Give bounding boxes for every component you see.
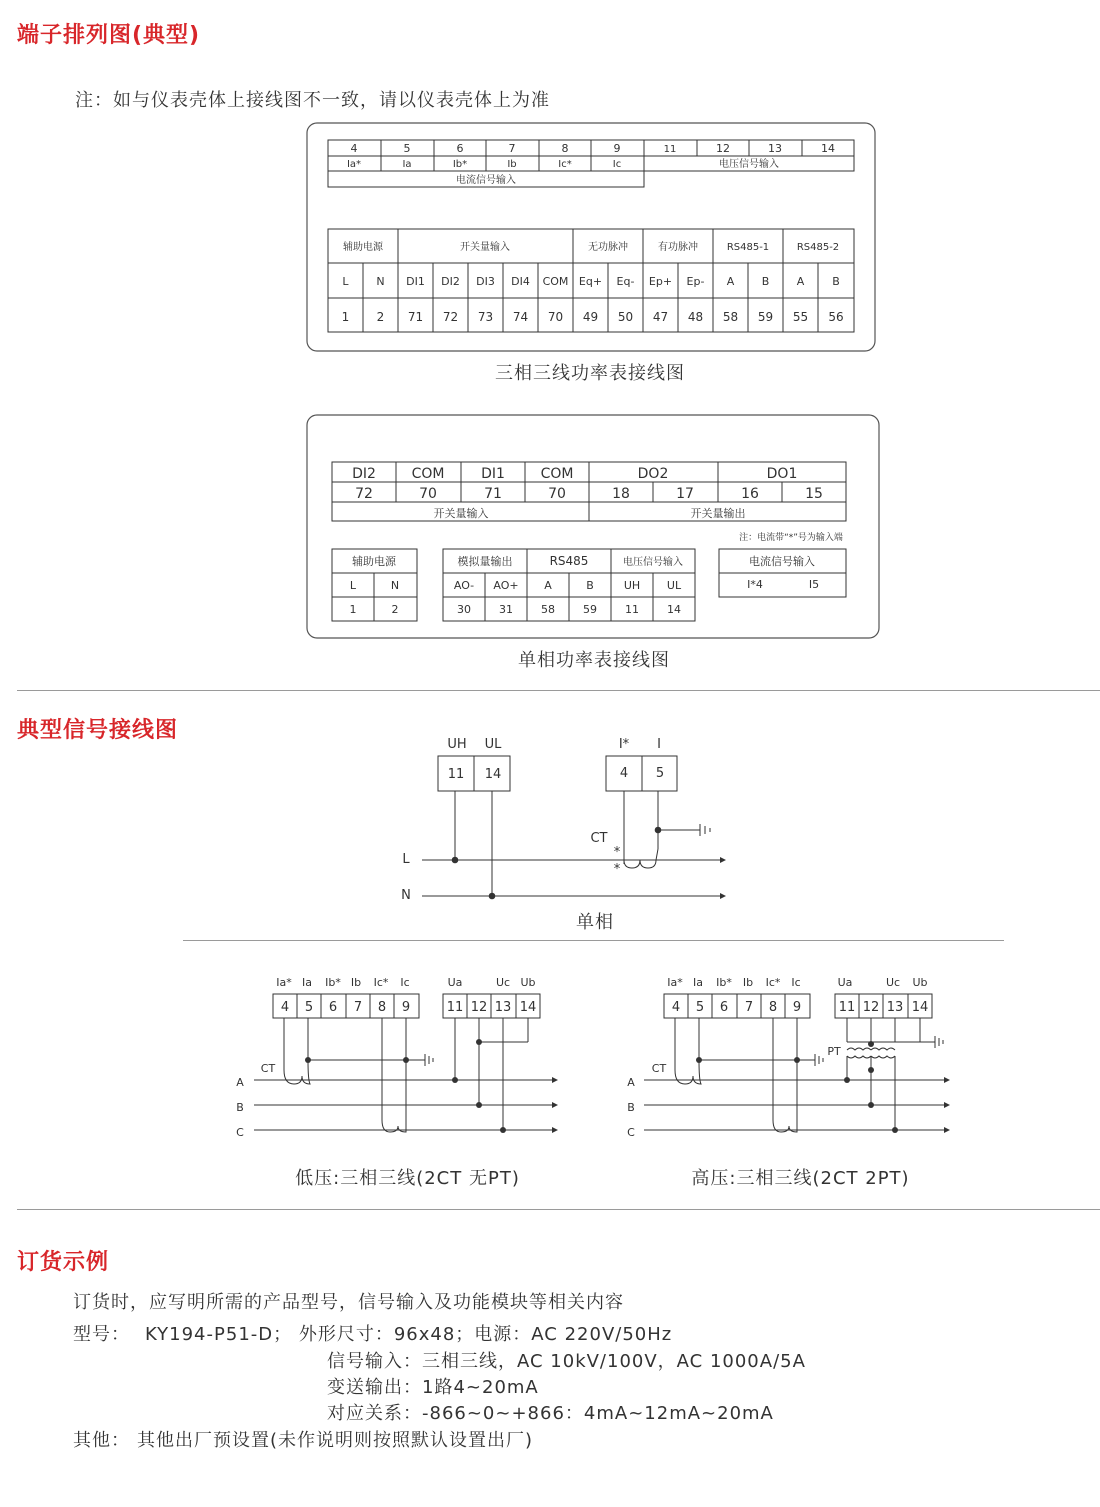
sw-label-i-star: I* [618, 737, 630, 752]
tp-group-switch-in: 开关量输入 [460, 242, 510, 253]
tp-num-9: 9 [613, 142, 621, 155]
tp-signal-cell: B [832, 275, 840, 288]
hv-label-uc: Uc [885, 976, 901, 989]
order-model-line: KY194-P51-D； 外形尺寸：96x48；电源：AC 220V/50Hz [145, 1324, 673, 1345]
tp-terminal-cell: 50 [617, 310, 634, 324]
sp-rs485-a: A [544, 579, 552, 592]
sw-ct-label: CT [590, 831, 608, 846]
tp-signal-cell: L [342, 275, 349, 288]
tp-terminal-cell: 49 [582, 310, 599, 324]
lv-term-11: 11 [446, 1000, 464, 1015]
divider-3 [17, 1209, 1100, 1210]
sp-group-out: 开关量输出 [690, 507, 746, 520]
hv-term-5: 5 [695, 1000, 705, 1015]
tp-voltage-group: 电压信号输入 [719, 159, 779, 170]
sp-current-title: 电流信号输入 [749, 555, 815, 568]
tp-terminal-cell: 2 [376, 310, 385, 324]
lv-term-4: 4 [280, 1000, 290, 1015]
divider-1 [17, 690, 1100, 691]
sp-voltage-14: 14 [667, 603, 681, 616]
lv-term-8: 8 [377, 1000, 387, 1015]
tp-signal-cell: DI3 [476, 275, 495, 288]
tp-terminal-cell: 73 [477, 310, 494, 324]
lv-line-c: C [236, 1126, 244, 1139]
three-phase-caption: 三相三线功率表接线图 [495, 363, 685, 384]
tp-label-ib: Ib [507, 159, 517, 170]
sw-term-5: 5 [655, 766, 665, 781]
tp-terminal-cell: 1 [341, 310, 350, 324]
tp-num-14: 14 [821, 142, 835, 155]
lv-ct-label: CT [260, 1062, 276, 1075]
low-voltage-wiring-diagram [230, 970, 570, 1145]
sw-term-4: 4 [619, 766, 629, 781]
hv-label-ic: Ic [791, 976, 801, 989]
sp-rs485-title: RS485 [549, 554, 589, 568]
sp-ao-minus: AO- [453, 579, 475, 592]
tp-terminal-cell: 71 [407, 310, 424, 324]
sp-rs485-58: 58 [541, 603, 555, 616]
three-phase-terminal-diagram [305, 121, 877, 353]
hv-term-6: 6 [719, 1000, 729, 1015]
tp-signal-cell: Ep+ [648, 275, 673, 288]
lv-term-6: 6 [328, 1000, 338, 1015]
sp-voltage-uh: UH [623, 579, 641, 592]
sw-label-i: I [657, 737, 661, 752]
sw-label-uh: UH [447, 737, 467, 752]
tp-terminal-cell: 74 [512, 310, 529, 324]
hv-label-ub: Ub [912, 976, 928, 989]
lv-label-ic-star: Ic* [373, 976, 389, 989]
sp-label-di1: DI1 [481, 466, 505, 482]
sp-analog-title: 模拟量输出 [457, 555, 513, 568]
sp-label-com-1: COM [411, 466, 445, 482]
tp-num-8: 8 [561, 142, 569, 155]
single-phase-caption: 单相功率表接线图 [518, 650, 670, 671]
sp-ao-plus: AO+ [493, 579, 519, 592]
sp-current-i4: I*4 [747, 578, 763, 591]
tp-num-5: 5 [403, 142, 411, 155]
sw-label-ul: UL [484, 737, 502, 752]
lv-label-ic: Ic [400, 976, 410, 989]
tp-terminal-cell: 48 [687, 310, 704, 324]
lv-line-a: A [236, 1076, 244, 1089]
order-intro: 订货时，应写明所需的产品型号，信号输入及功能模块等相关内容 [73, 1292, 624, 1313]
tp-signal-cell: DI2 [441, 275, 460, 288]
hv-term-11: 11 [838, 1000, 856, 1015]
sp-aux-title: 辅助电源 [352, 555, 396, 568]
lv-label-ia: Ia [302, 976, 312, 989]
sp-num-18: 18 [612, 486, 630, 502]
lv-term-5: 5 [304, 1000, 314, 1015]
sp-aux-2: 2 [391, 603, 399, 616]
tp-group-aux: 辅助电源 [343, 242, 383, 253]
sp-num-72: 72 [355, 486, 373, 502]
tp-group-rs485-1: RS485-1 [726, 242, 770, 253]
hv-term-8: 8 [768, 1000, 778, 1015]
tp-terminal-cell: 55 [792, 310, 809, 324]
tp-current-group: 电流信号输入 [456, 175, 516, 186]
hv-term-7: 7 [744, 1000, 754, 1015]
sp-voltage-title: 电压信号输入 [623, 557, 683, 568]
hv-label-ib-star: Ib* [716, 976, 732, 989]
section-title-wiring: 典型信号接线图 [17, 718, 179, 743]
sp-group-in: 开关量输入 [433, 507, 489, 520]
sp-num-70b: 70 [548, 486, 566, 502]
hv-term-12: 12 [862, 1000, 880, 1015]
hv-pt-label: PT [827, 1045, 841, 1058]
lv-label-ib-star: Ib* [325, 976, 341, 989]
order-transmit-output: 变送输出：1路4~20mA [327, 1377, 539, 1398]
tp-signal-cell: N [376, 275, 385, 288]
tp-terminal-cell: 56 [828, 310, 844, 324]
sp-current-i5: I5 [808, 578, 820, 591]
tp-label-ib-star: Ib* [452, 159, 468, 170]
sp-ao-31: 31 [499, 603, 513, 616]
order-mapping: 对应关系：-866~0~+866：4mA~12mA~20mA [327, 1403, 774, 1424]
tp-signal-cell: Eq+ [578, 275, 603, 288]
order-other-label: 其他： [73, 1430, 130, 1451]
tp-label-ia-star: Ia* [346, 159, 362, 170]
sp-voltage-ul: UL [666, 579, 682, 592]
tp-num-7: 7 [508, 142, 516, 155]
lv-line-b: B [236, 1101, 244, 1114]
tp-signal-cell: Eq- [616, 275, 635, 288]
lv-term-12: 12 [470, 1000, 488, 1015]
order-model-label: 型号： [73, 1324, 130, 1345]
hv-line-a: A [627, 1076, 635, 1089]
lv-label-uc: Uc [495, 976, 511, 989]
sp-num-70a: 70 [419, 486, 437, 502]
order-signal-input: 信号输入：三相三线，AC 10kV/100V，AC 1000A/5A [327, 1351, 806, 1372]
high-voltage-caption: 高压:三相三线(2CT 2PT) [691, 1168, 910, 1189]
sp-rs485-b: B [586, 579, 594, 592]
sp-num-71: 71 [484, 486, 502, 502]
sp-label-di2: DI2 [352, 466, 376, 482]
hv-line-b: B [627, 1101, 635, 1114]
high-voltage-wiring-diagram [620, 970, 960, 1145]
lv-label-ua: Ua [447, 976, 463, 989]
order-other-text: 其他出厂预设置(未作说明则按照默认设置出厂) [137, 1430, 534, 1451]
hv-term-9: 9 [792, 1000, 802, 1015]
sp-ao-30: 30 [457, 603, 471, 616]
sp-label-do1: DO1 [766, 466, 798, 482]
sw-line-l: L [402, 852, 410, 867]
hv-term-13: 13 [886, 1000, 904, 1015]
divider-2 [183, 940, 1004, 941]
tp-signal-cell: B [761, 275, 770, 288]
tp-signal-cell: COM [542, 275, 569, 288]
sp-num-15: 15 [805, 486, 823, 502]
tp-signal-cell: A [796, 275, 805, 288]
tp-terminal-cell: 72 [442, 310, 459, 324]
section-title-terminal-layout: 端子排列图(典型) [17, 23, 201, 48]
tp-label-ia: Ia [402, 159, 412, 170]
tp-signal-cell: DI1 [406, 275, 425, 288]
sw-term-11: 11 [447, 767, 465, 782]
hv-term-14: 14 [911, 1000, 929, 1015]
sp-aux-l: L [349, 579, 357, 592]
tp-signal-cell: A [726, 275, 735, 288]
sp-num-16: 16 [741, 486, 759, 502]
low-voltage-caption: 低压:三相三线(2CT 无PT) [295, 1168, 520, 1189]
sw-star-1: * [613, 845, 621, 860]
hv-label-ia-star: Ia* [667, 976, 683, 989]
tp-num-11: 11 [663, 144, 677, 155]
sp-label-do2: DO2 [637, 466, 669, 482]
sp-aux-1: 1 [349, 603, 357, 616]
lv-term-14: 14 [519, 1000, 537, 1015]
tp-label-ic-star: Ic* [558, 159, 572, 170]
lv-term-9: 9 [401, 1000, 411, 1015]
hv-label-ib: Ib [742, 976, 754, 989]
lv-term-13: 13 [494, 1000, 512, 1015]
lv-label-ib: Ib [350, 976, 362, 989]
tp-group-active-pulse: 有功脉冲 [658, 242, 698, 253]
single-phase-terminal-diagram [305, 413, 881, 641]
lv-label-ub: Ub [520, 976, 536, 989]
sp-aux-n: N [390, 579, 400, 592]
section-title-order: 订货示例 [17, 1250, 110, 1275]
tp-group-reactive-pulse: 无功脉冲 [588, 242, 628, 253]
sp-num-17: 17 [676, 486, 694, 502]
lv-label-ia-star: Ia* [276, 976, 292, 989]
sw-line-n: N [401, 888, 411, 903]
sp-voltage-11: 11 [625, 603, 639, 616]
note-text: 注：如与仪表壳体上接线图不一致，请以仪表壳体上为准 [75, 90, 550, 111]
tp-terminal-cell: 58 [722, 310, 739, 324]
sw-star-2: * [613, 862, 621, 877]
single-phase-wiring-diagram [390, 732, 740, 937]
tp-num-12: 12 [716, 142, 730, 155]
tp-num-4: 4 [350, 142, 358, 155]
hv-term-4: 4 [671, 1000, 681, 1015]
sp-star-note: 注：电流带“*”号为输入端 [739, 533, 843, 543]
sp-rs485-59: 59 [583, 603, 597, 616]
sp-label-com-2: COM [540, 466, 574, 482]
single-wiring-caption: 单相 [576, 912, 614, 933]
lv-term-7: 7 [353, 1000, 363, 1015]
tp-terminal-cell: 59 [757, 310, 774, 324]
sw-term-14: 14 [484, 767, 502, 782]
tp-num-13: 13 [768, 142, 782, 155]
hv-label-ia: Ia [693, 976, 703, 989]
tp-signal-cell: DI4 [511, 275, 530, 288]
tp-terminal-cell: 47 [652, 310, 669, 324]
tp-terminal-cell: 70 [547, 310, 564, 324]
tp-label-ic: Ic [612, 159, 622, 170]
tp-group-rs485-2: RS485-2 [796, 242, 840, 253]
hv-line-c: C [627, 1126, 635, 1139]
tp-signal-cell: Ep- [686, 275, 705, 288]
hv-label-ua: Ua [837, 976, 853, 989]
hv-label-ic-star: Ic* [765, 976, 781, 989]
hv-ct-label: CT [651, 1062, 667, 1075]
tp-num-6: 6 [456, 142, 464, 155]
